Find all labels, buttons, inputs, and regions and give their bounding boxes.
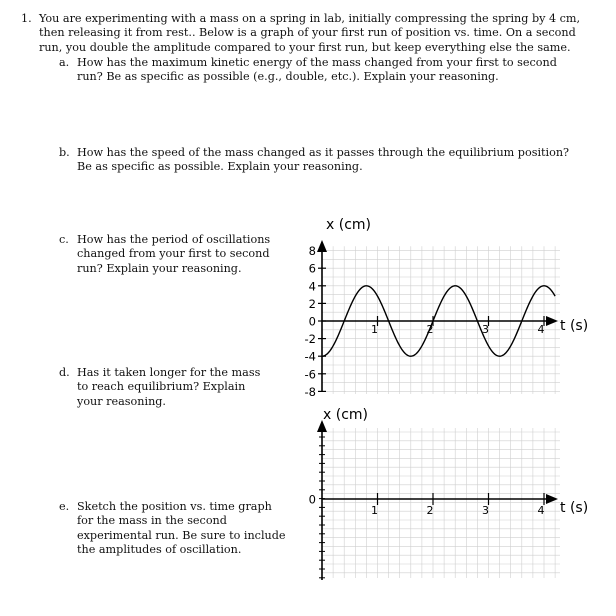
question-intro: You are experimenting with a mass on a spring in lab, initially compressing the spring by 4 cm, then releasing it from rest.. Below is a graph of your first run of position vs. time. On a second run, you double the amplitude compared to your first run, but keep everything else the same. (39, 12, 581, 54)
graph2-ytick-label: 0 (308, 492, 316, 507)
part-d-text: Has it taken longer for the mass to reach equilibrium? Explain your reasoning. (77, 366, 261, 408)
question-number: 1. (21, 12, 32, 25)
part-e-letter: e. (59, 500, 70, 513)
graph1-xtick-label: 2 (426, 323, 434, 336)
graph2-xtick-label: 2 (426, 504, 434, 517)
graph1-xtick-label: 3 (482, 323, 489, 336)
part-c-text: How has the period of oscillations changed from your first to second run? Explain your reasoning. (77, 233, 271, 275)
part-b-text: How has the speed of the mass changed as it passes through the equilibrium position? Be as specific as possible. Explain your reasoning. (77, 146, 570, 174)
graph2-xtick-label: 1 (371, 504, 378, 517)
graph1-ytick-label: 0 (308, 314, 316, 329)
graph1-ytick-label: 8 (308, 244, 316, 259)
graph1-ytick-label: 6 (308, 261, 316, 276)
graph1-ytick-label: -2 (304, 332, 316, 347)
graph2-xtick-label: 3 (482, 504, 489, 517)
part-a-letter: a. (59, 56, 70, 69)
graph1-ytick-label: -4 (304, 349, 316, 364)
graph1-x-arrow (546, 316, 558, 326)
graph1-ytick-label: 2 (308, 296, 316, 311)
graph1-ytick-label: 4 (308, 279, 316, 294)
part-c-letter: c. (59, 233, 69, 246)
graph2-xtick-label: 4 (537, 504, 545, 517)
graph1-ytick-label: -6 (304, 367, 316, 382)
graph2-xlabel: t (s) (560, 500, 589, 516)
part-a-text: How has the maximum kinetic energy of the mass changed from your first to second run? Be as specific as possible (e.g., double, etc.). Explain your reasoning. (77, 56, 557, 84)
graph1-xtick-label: 4 (537, 323, 545, 336)
graph2-ylabel: x (cm) (323, 407, 368, 423)
graph1-xlabel: t (s) (560, 318, 589, 334)
part-b-letter: b. (59, 146, 70, 159)
graph1-xtick-label: 1 (371, 323, 378, 336)
graph1-ylabel: x (cm) (326, 217, 371, 233)
part-e-text: Sketch the position vs. time graph for the mass in the second experimental run. Be sure to include the amplitudes of oscillation. (77, 500, 286, 557)
part-d-letter: d. (59, 366, 70, 379)
graph1-grid (322, 246, 560, 394)
graph1-ytick-label: -8 (304, 384, 316, 399)
graph2-grid (322, 428, 560, 578)
